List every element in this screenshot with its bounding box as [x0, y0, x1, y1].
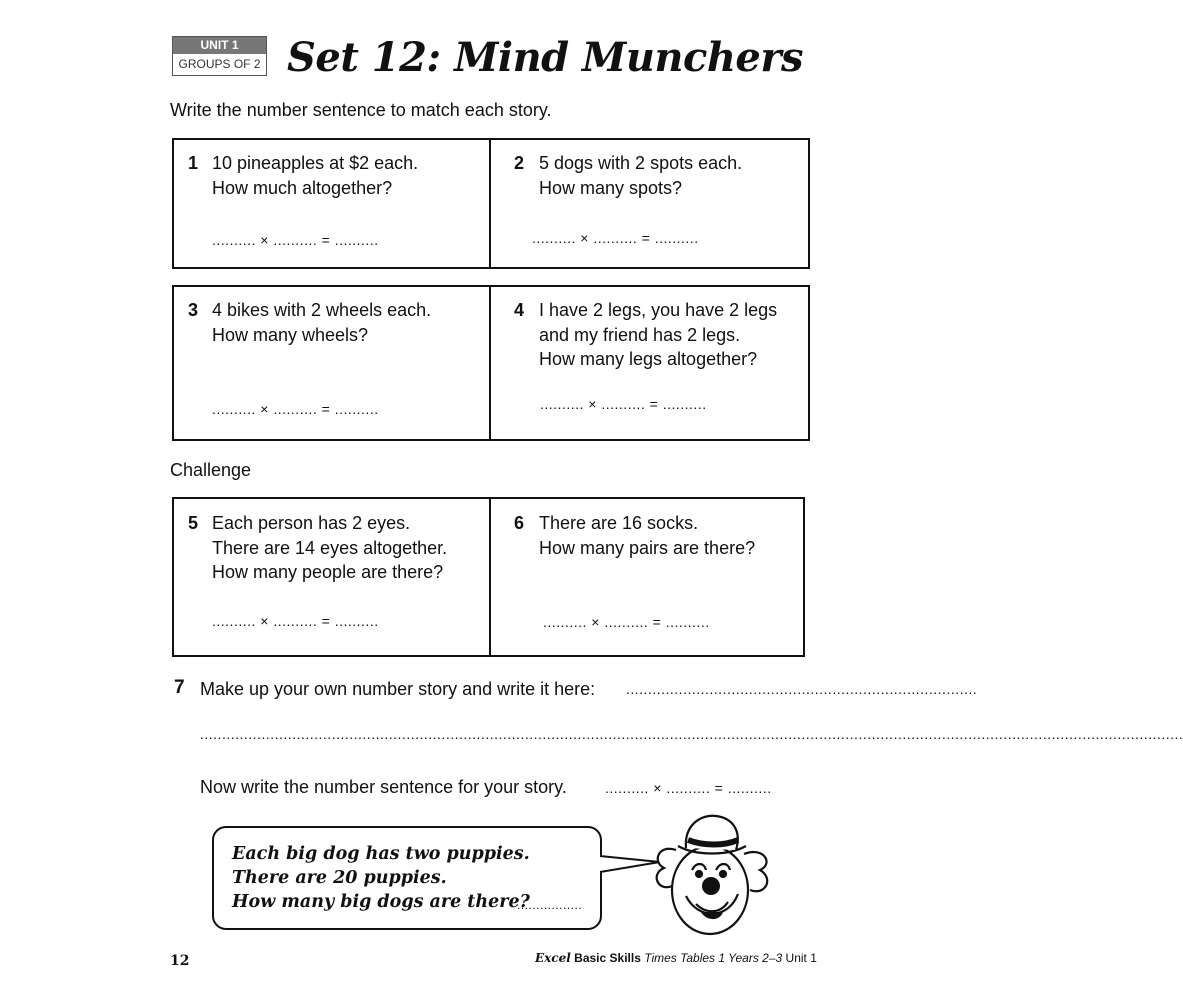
- answer-line[interactable]: .......... × .......... = ..........: [212, 401, 379, 417]
- unit-topic: GROUPS OF 2: [178, 57, 261, 71]
- question-text: 4 bikes with 2 wheels each. How many wheels?: [212, 300, 432, 345]
- question-number: 7: [174, 677, 185, 698]
- answer-line[interactable]: .......... × .......... = ..........: [605, 780, 772, 796]
- answer-line[interactable]: .......... × .......... = ..........: [540, 396, 707, 412]
- bubble-answer-line[interactable]: .................: [517, 898, 583, 912]
- question-text: I have 2 legs, you have 2 legs and my friend has 2 legs. How many legs altogether?: [539, 300, 778, 369]
- footer-series-name: Basic Skills: [574, 951, 641, 965]
- story-writing-line[interactable]: ................................................................................: [626, 681, 978, 697]
- box-divider: [489, 497, 491, 657]
- answer-line[interactable]: .......... × .......... = ..........: [543, 614, 710, 630]
- question-text: 5 dogs with 2 spots each. How many spots?: [539, 153, 743, 198]
- clown-icon: [648, 812, 778, 942]
- answer-line[interactable]: .......... × .......... = ..........: [212, 232, 379, 248]
- footer-book: Times Tables 1 Years 2–3: [644, 951, 783, 965]
- question-number: 2: [514, 153, 525, 173]
- question-number: 3: [188, 300, 199, 320]
- question-text: Each person has 2 eyes. There are 14 eyes altogether. How many people are there?: [212, 513, 448, 582]
- challenge-heading: Challenge: [170, 460, 252, 480]
- question-number: 6: [514, 513, 525, 533]
- question-number: 5: [188, 513, 199, 533]
- question-text: There are 16 socks. How many pairs are there?: [539, 513, 756, 558]
- unit-label: UNIT 1: [173, 37, 266, 54]
- question-number: 4: [514, 300, 525, 320]
- question-text: Make up your own number story and write it here:: [200, 679, 596, 699]
- footer-series: [535, 951, 817, 965]
- story-writing-line[interactable]: ................................................................................................................................................................................................................................: [200, 726, 1183, 742]
- footer-unit: Unit 1: [785, 951, 817, 965]
- unit-badge: [172, 36, 267, 76]
- answer-line[interactable]: .......... × .......... = ..........: [532, 230, 699, 246]
- question-text: 10 pineapples at $2 each. How much altogether?: [212, 153, 419, 198]
- footer-brand: Excel: [535, 951, 571, 965]
- box-divider: [489, 285, 491, 441]
- instructions: Write the number sentence to match each story.: [170, 100, 552, 120]
- number-sentence-prompt: Now write the number sentence for your story.: [200, 777, 567, 797]
- bubble-question: Each big dog has two puppies. There are 20 puppies. How many big dogs are there?: [232, 844, 530, 912]
- page-title: Set 12: Mind Munchers: [287, 34, 803, 81]
- box-divider: [489, 138, 491, 269]
- question-number: 1: [188, 153, 199, 173]
- answer-line[interactable]: .......... × .......... = ..........: [212, 613, 379, 629]
- page-number: 12: [170, 953, 190, 969]
